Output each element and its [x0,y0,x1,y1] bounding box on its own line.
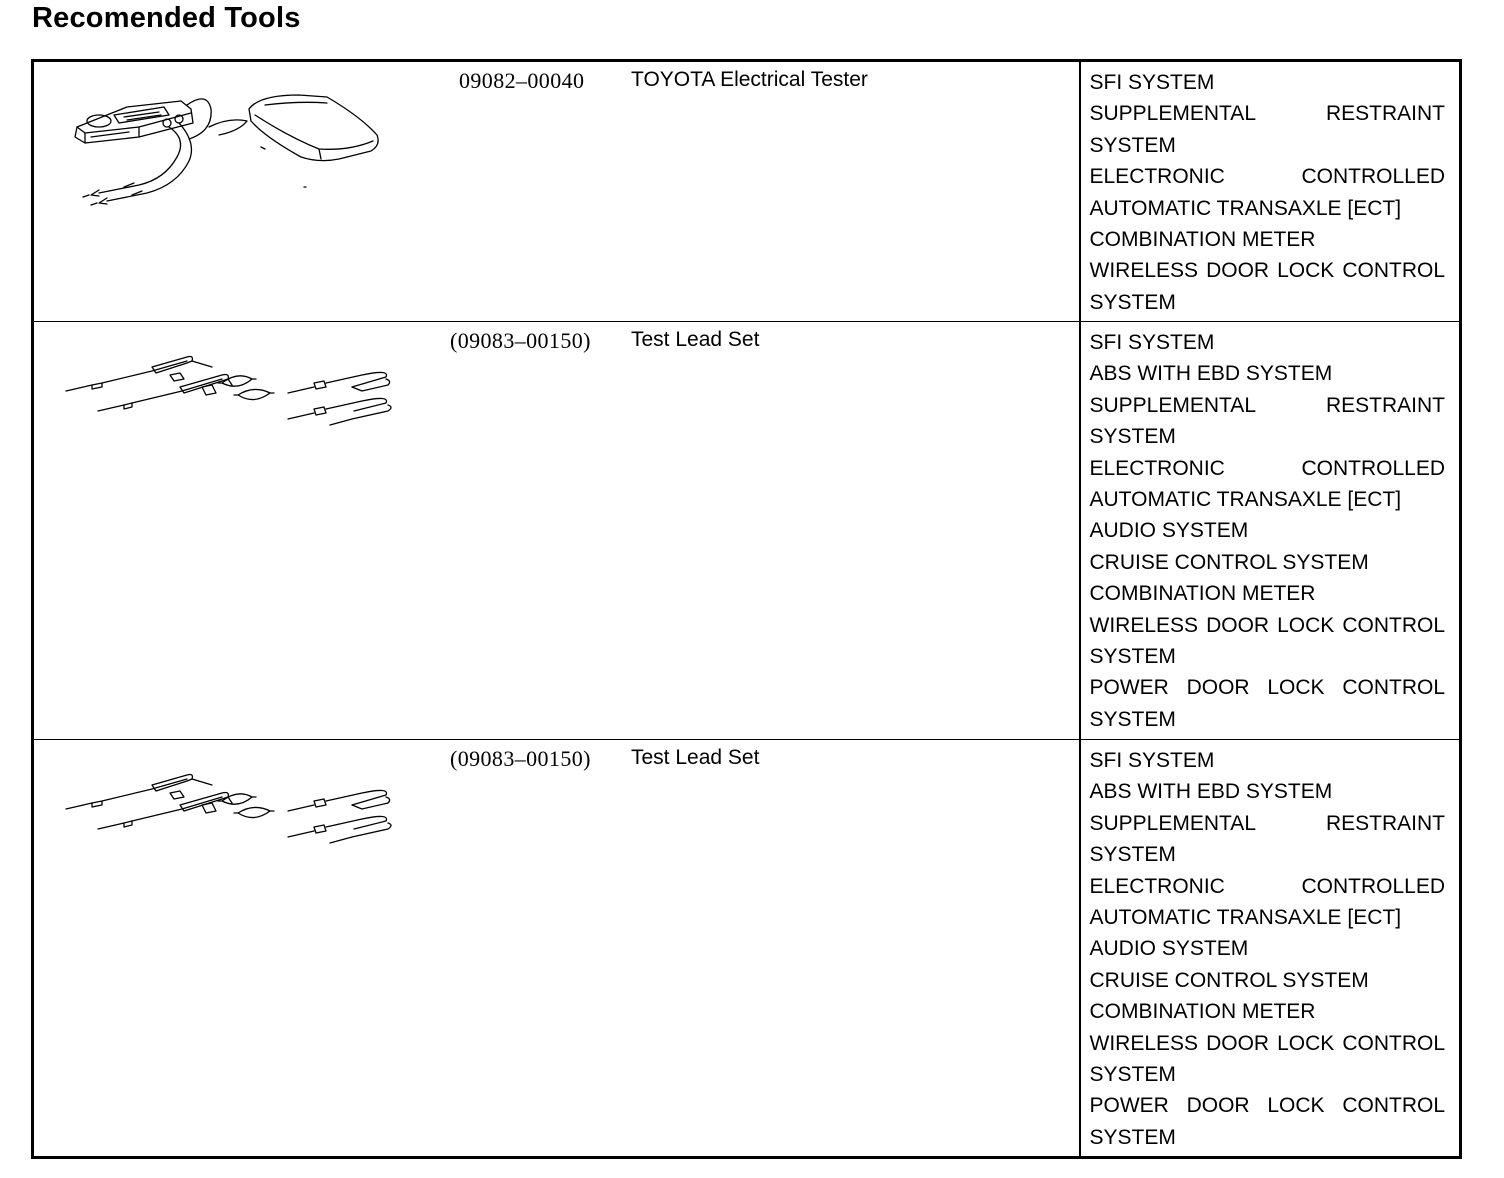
tool-row [33,61,1461,322]
tool-info-cell [33,322,1080,740]
system-item: ABS WITH EBD SYSTEM [1089,780,1333,804]
test-lead-set-illustration [62,347,402,427]
system-item: AUDIO SYSTEM [1089,519,1249,543]
system-item: POWER DOOR LOCK CONTROL SYSTEM [1089,676,1445,731]
test-lead-set-illustration [62,765,402,845]
tool-row [33,322,1461,740]
applicable-systems-cell [1080,61,1461,322]
system-item: WIRELESS DOOR LOCK CONTROL SYSTEM [1089,613,1445,669]
system-item: SUPPLEMENTAL RESTRAINT SYSTEM [1089,811,1445,867]
electrical-tester-illustration [69,87,384,212]
system-item: AUDIO SYSTEM [1089,937,1249,961]
applicable-systems-cell [1080,740,1461,1158]
system-item: SFI SYSTEM [1089,331,1215,354]
system-item: COMBINATION METER [1089,228,1316,252]
part-number: 09082–00040 [459,68,585,93]
tool-name: TOYOTA Electrical Tester [631,68,868,91]
system-item: COMBINATION METER [1089,582,1316,606]
tool-name: Test Lead Set [631,746,760,769]
tool-name: Test Lead Set [631,328,760,351]
system-item: WIRELESS DOOR LOCK CONTROL SYSTEM [1089,259,1445,314]
tool-info-cell [33,61,1080,322]
system-item: SFI SYSTEM [1089,749,1215,772]
tools-table [31,59,1462,1159]
system-item: WIRELESS DOOR LOCK CONTROL SYSTEM [1089,1031,1445,1087]
system-item: COMBINATION METER [1089,1000,1316,1024]
system-item: CRUISE CONTROL SYSTEM [1089,550,1369,574]
system-item: SUPPLEMENTAL RESTRAINT SYSTEM [1089,102,1445,157]
system-item: ELECTRONIC CONTROLLED AUTOMATIC TRANSAXLE [ECT] [1089,456,1445,512]
system-item: ABS WITH EBD SYSTEM [1089,362,1333,386]
tool-row [33,740,1461,1158]
applicable-systems-cell [1080,322,1461,740]
system-item: CRUISE CONTROL SYSTEM [1089,968,1369,992]
system-item: ELECTRONIC CONTROLLED AUTOMATIC TRANSAXLE [ECT] [1089,165,1445,220]
system-item: SFI SYSTEM [1089,71,1215,94]
system-item: POWER DOOR LOCK CONTROL SYSTEM [1089,1094,1445,1149]
part-number: (09083–00150) [450,328,591,353]
system-item: ELECTRONIC CONTROLLED AUTOMATIC TRANSAXLE [ECT] [1089,874,1445,930]
tool-info-cell [33,740,1080,1158]
part-number: (09083–00150) [450,746,591,771]
system-item: SUPPLEMENTAL RESTRAINT SYSTEM [1089,393,1445,449]
page-title: Recomended Tools [32,2,301,34]
